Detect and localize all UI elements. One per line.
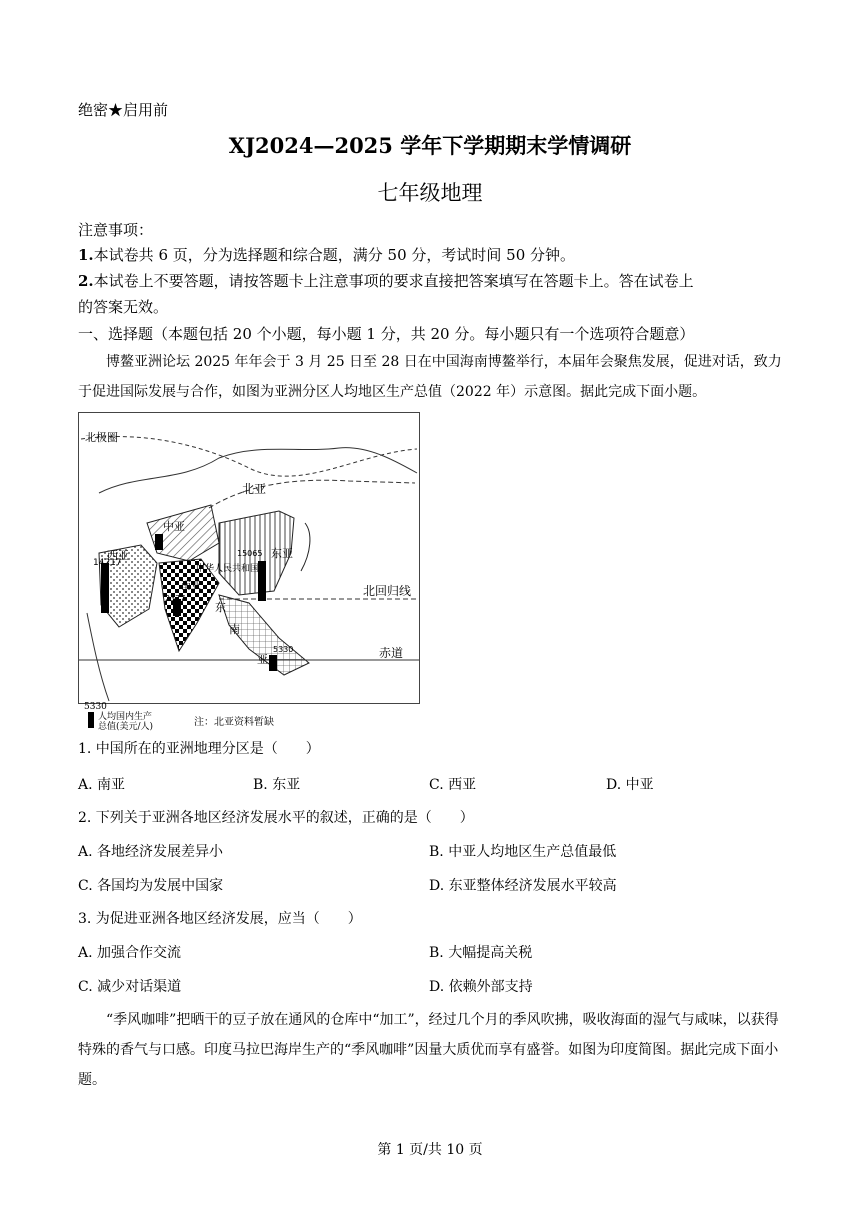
- legend-note: 注：北亚资料暂缺: [194, 717, 274, 728]
- value-east-asia: 15065: [237, 549, 263, 558]
- question-1-option-a: A. 南亚: [78, 777, 126, 793]
- value-southeast-asia: 5330: [273, 645, 294, 654]
- passage-1: 博鳌亚洲论坛 2025 年年会于 3 月 25 日至 28 日在中国海南博鳌举行，本届年会聚焦发展，促进对话，致力于促进国际发展与合作，如图为亚洲分区人均地区生产总值（2022 年）示意图。据此完成下面小题。: [78, 354, 782, 400]
- label-southeast-1: 东: [215, 601, 226, 614]
- bar-west-asia: [101, 563, 109, 613]
- label-arctic: 北极圈: [85, 431, 118, 444]
- value-south-asia: 2377: [165, 594, 186, 603]
- question-2-option-c: C. 各国均为发展中国家: [78, 878, 224, 894]
- bar-southeast-asia: [269, 655, 277, 671]
- exam-title: XJ2024—2025 学年下学期期末学情调研: [228, 133, 632, 158]
- question-2-option-a: A. 各地经济发展差异小: [78, 844, 224, 860]
- notice-item-1-number: 1.: [78, 246, 94, 264]
- question-2-option-d: D. 东亚整体经济发展水平较高: [429, 878, 617, 894]
- value-west-asia: 14217: [93, 558, 122, 568]
- section-1-heading: 一、选择题（本题包括 20 个小题，每小题 1 分，共 20 分。每小题只有一个选项符合题意）: [78, 325, 695, 343]
- label-southeast-3: 亚: [257, 653, 268, 666]
- bar-east-asia: [258, 561, 266, 601]
- question-2-option-b: B. 中亚人均地区生产总值最低: [429, 844, 617, 860]
- map-legend: [84, 702, 424, 730]
- label-east-asia: 东亚: [271, 547, 293, 560]
- legend-bar-symbol: [88, 712, 94, 728]
- central-asia-region: [147, 505, 219, 561]
- label-southeast-2: 南: [229, 623, 240, 636]
- question-1-option-c: C. 西亚: [429, 777, 477, 793]
- arctic-circle-line: [81, 437, 417, 477]
- north-asia-boundary: [209, 480, 415, 508]
- notice-item-2-text: 本试卷上不要答题，请按答题卡上注意事项的要求直接把答案填写在答题卡上。答在试卷上: [93, 272, 694, 290]
- label-north-asia: 北亚: [242, 482, 267, 496]
- question-3-option-b: B. 大幅提高关税: [429, 945, 533, 961]
- question-2-stem: 2. 下列关于亚洲各地区经济发展水平的叙述，正确的是（ ）: [78, 810, 474, 826]
- label-equator: 赤道: [379, 646, 404, 660]
- legend-text-line2: 总值(美元/人): [98, 722, 154, 732]
- question-3-stem: 3. 为促进亚洲各地区经济发展，应当（ ）: [78, 911, 362, 927]
- label-south-asia: 南亚: [181, 581, 201, 592]
- japan-island: [301, 523, 310, 571]
- question-3-option-c: C. 减少对话渠道: [78, 979, 182, 995]
- question-1-option-d: D. 中亚: [606, 777, 654, 793]
- notice-item-1: [78, 244, 575, 265]
- africa-coast: [87, 613, 109, 701]
- notice-item-1-text: 本试卷共 6 页，分为选择题和综合题，满分 50 分，考试时间 50 分钟。: [93, 246, 576, 264]
- confidential-mark: 绝密★启用前: [78, 101, 169, 119]
- asia-map-drawing: [79, 413, 419, 703]
- label-central-asia: 中亚: [163, 520, 185, 533]
- label-west-asia: 西亚: [107, 549, 129, 562]
- notice-item-2-continued: 的答案无效。: [78, 298, 169, 316]
- notice-heading: 注意事项：: [78, 221, 154, 239]
- notice-item-2-number: 2.: [78, 272, 94, 290]
- asia-gdp-map: [78, 412, 420, 704]
- legend-sample-value: 5330: [84, 702, 107, 712]
- question-1-stem: 1. 中国所在的亚洲地理分区是（ ）: [78, 741, 320, 757]
- legend-text-line1: 人均国内生产: [98, 712, 153, 722]
- exam-subtitle: 七年级地理: [377, 181, 483, 205]
- passage-2: “季风咖啡”把晒干的豆子放在通风的仓库中“加工”，经过几个月的季风吹拂，吸收海面的湿气与咸味，以获得特殊的香气与口感。印度马拉巴海岸生产的“季风咖啡”因量大质优而享有盛誉。如图为印度简图。据此完成下面小题。: [78, 1012, 779, 1088]
- label-tropic: 北回归线: [363, 584, 412, 598]
- question-3-option-d: D. 依赖外部支持: [429, 979, 533, 995]
- label-prc: 中华人民共和国: [196, 564, 260, 574]
- page-footer: 第 1 页/共 10 页: [377, 1142, 483, 1158]
- notice-item-2: [78, 270, 694, 291]
- question-1-option-b: B. 东亚: [253, 777, 301, 793]
- bar-central-asia: [155, 534, 163, 550]
- question-3-option-a: A. 加强合作交流: [78, 945, 182, 961]
